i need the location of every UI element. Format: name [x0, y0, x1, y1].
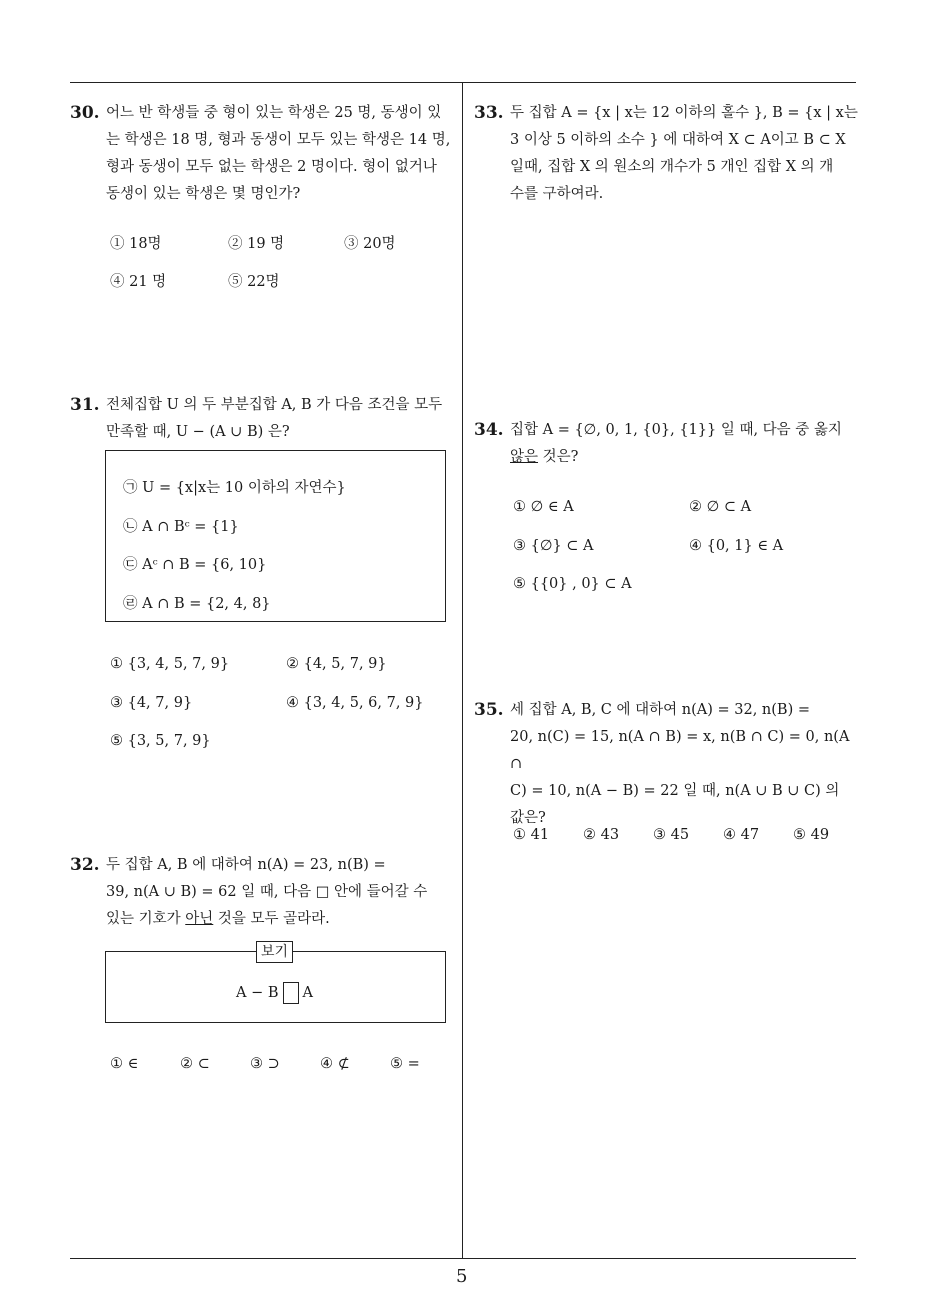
choice-2[interactable]: ② 43: [583, 827, 620, 843]
question-30: [70, 100, 456, 208]
condition-a: ㉠ U = {x|x는 10 이하의 자연수}: [123, 480, 346, 496]
question-number: 34.: [474, 420, 504, 440]
question-line: 형과 동생이 모두 없는 학생은 2 명이다. 형이 없거나: [106, 159, 437, 175]
choice-5[interactable]: ⑤ =: [390, 1056, 420, 1072]
choice-4[interactable]: ④ 47: [723, 827, 760, 843]
choice-1[interactable]: ① ∅ ∈ A: [513, 499, 574, 515]
question-line: 두 집합 A, B 에 대하여 n(A) = 23, n(B) =: [106, 857, 386, 873]
question-line: 세 집합 A, B, C 에 대하여 n(A) = 32, n(B) =: [510, 702, 810, 718]
top-rule: [70, 82, 856, 83]
question-33: [474, 100, 860, 208]
question-line: 만족할 때, U − (A ∪ B) 은?: [106, 424, 290, 440]
question-31: [70, 392, 456, 446]
question-number: 31.: [70, 395, 100, 415]
question-line: 동생이 있는 학생은 몇 명인가?: [106, 186, 301, 202]
underlined-word: 않은: [510, 449, 539, 465]
underlined-word: 아닌: [185, 911, 214, 927]
choice-2[interactable]: ② {4, 5, 7, 9}: [286, 656, 387, 672]
condition-b: ㉡ A ∩ Bᶜ = {1}: [123, 519, 239, 535]
question-line: 값은?: [510, 810, 546, 826]
question-35: [474, 697, 860, 832]
question-34: [474, 417, 860, 471]
question-line: 3 이상 5 이하의 소수 } 에 대하여 X ⊂ A이고 B ⊂ X: [510, 132, 846, 148]
question-number: 35.: [474, 700, 504, 720]
column-divider: [462, 82, 463, 1258]
question-line: 있는 기호가 아닌 것을 모두 골라라.: [106, 911, 330, 927]
question-line: 는 학생은 18 명, 형과 동생이 모두 있는 학생은 14 명,: [106, 132, 451, 148]
question-line: 20, n(C) = 15, n(A ∩ B) = x, n(B ∩ C) = 0, n(A ∩: [510, 729, 850, 772]
condition-d: ㉣ A ∩ B = {2, 4, 8}: [123, 596, 271, 612]
question-line: 전체집합 U 의 두 부분집합 A, B 가 다음 조건을 모두: [106, 397, 443, 413]
choice-3[interactable]: ③ 20명: [344, 236, 396, 252]
question-line: 39, n(A ∪ B) = 62 일 때, 다음 □ 안에 들어갈 수: [106, 884, 428, 900]
choice-2[interactable]: ② 19 명: [228, 236, 285, 252]
choice-4[interactable]: ④ {3, 4, 5, 6, 7, 9}: [286, 695, 424, 711]
choice-3[interactable]: ③ {∅} ⊂ A: [513, 538, 594, 554]
choice-1[interactable]: ① 18명: [110, 236, 162, 252]
page-number: 5: [456, 1266, 468, 1287]
choice-4[interactable]: ④ {0, 1} ∈ A: [689, 538, 784, 554]
question-line: 않은 것은?: [510, 449, 579, 465]
question-line: 수를 구하여라.: [510, 186, 604, 202]
choice-4[interactable]: ④ ⊄: [320, 1056, 350, 1072]
question-line: C) = 10, n(A − B) = 22 일 때, n(A ∪ B ∪ C) 의: [510, 783, 840, 799]
bogi-expression: A − B A: [236, 982, 313, 1004]
choice-4[interactable]: ④ 21 명: [110, 274, 167, 290]
choice-3[interactable]: ③ ⊃: [250, 1056, 280, 1072]
choice-3[interactable]: ③ 45: [653, 827, 690, 843]
bogi-label: 보기: [256, 941, 293, 963]
question-number: 30.: [70, 103, 100, 123]
choice-2[interactable]: ② ⊂: [180, 1056, 210, 1072]
blank-square: [283, 982, 299, 1004]
question-line: 두 집합 A = {x | x는 12 이하의 홀수 }, B = {x | x는: [510, 105, 858, 121]
choice-1[interactable]: ① ∈: [110, 1056, 139, 1072]
question-number: 33.: [474, 103, 504, 123]
choice-2[interactable]: ② ∅ ⊂ A: [689, 499, 752, 515]
bottom-rule: [70, 1258, 856, 1259]
choice-1[interactable]: ① {3, 4, 5, 7, 9}: [110, 656, 230, 672]
choice-3[interactable]: ③ {4, 7, 9}: [110, 695, 193, 711]
question-line: 일때, 집합 X 의 원소의 개수가 5 개인 집합 X 의 개: [510, 159, 834, 175]
question-number: 32.: [70, 855, 100, 875]
choice-5[interactable]: ⑤ 22명: [228, 274, 280, 290]
choice-1[interactable]: ① 41: [513, 827, 550, 843]
choice-5[interactable]: ⑤ 49: [793, 827, 830, 843]
question-line: 집합 A = {∅, 0, 1, {0}, {1}} 일 때, 다음 중 옳지: [510, 422, 842, 438]
condition-c: ㉢ Aᶜ ∩ B = {6, 10}: [123, 557, 267, 573]
choice-5[interactable]: ⑤ {{0} , 0} ⊂ A: [513, 576, 632, 592]
question-32: [70, 852, 456, 933]
question-line: 어느 반 학생들 중 형이 있는 학생은 25 명, 동생이 있: [106, 105, 442, 121]
choice-5[interactable]: ⑤ {3, 5, 7, 9}: [110, 733, 211, 749]
